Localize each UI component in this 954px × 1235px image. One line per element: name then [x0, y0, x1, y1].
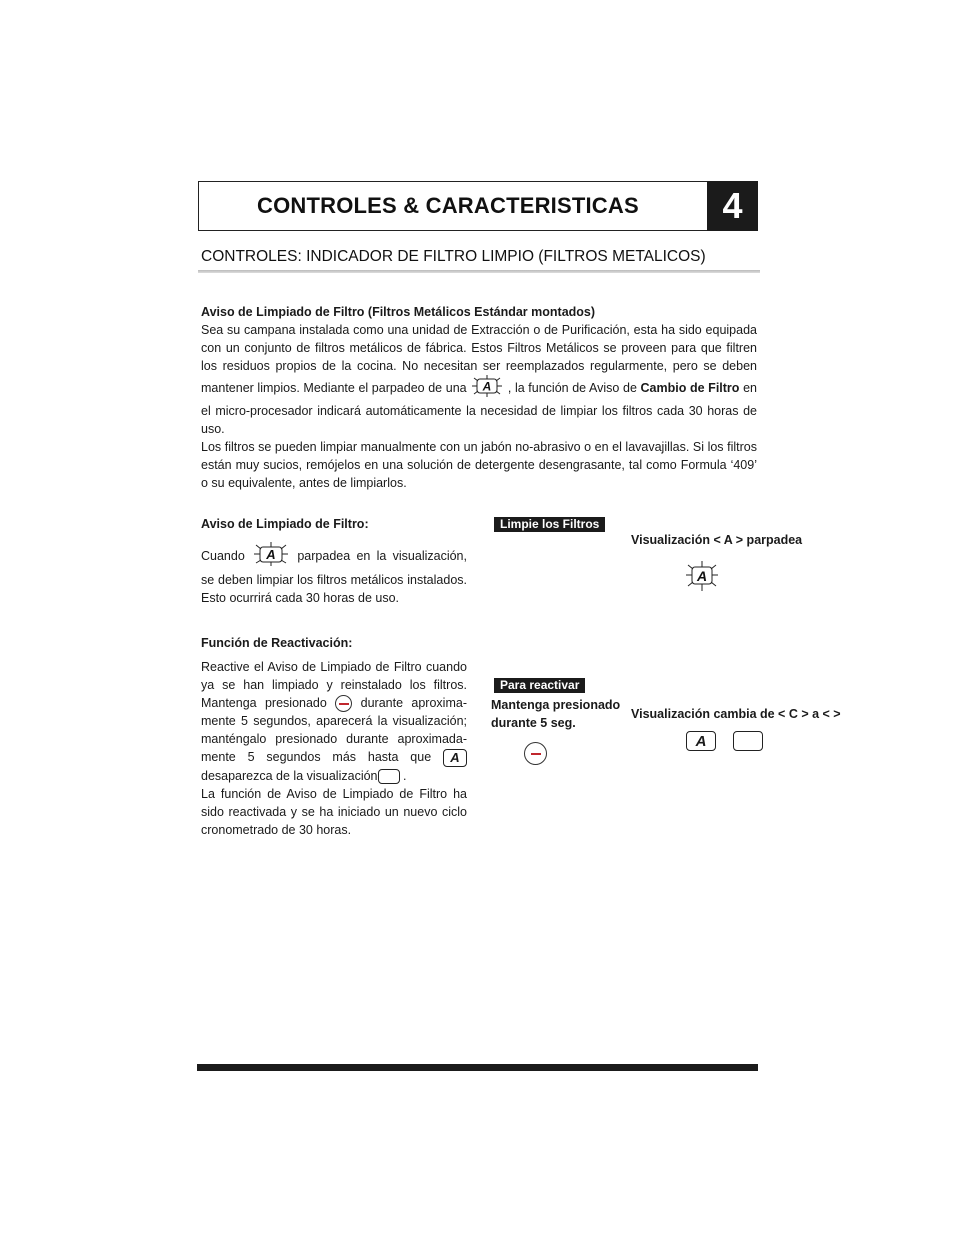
intro-text-c: en el micro-procesador indicará automáticamente la necesidad de limpiar los filtros cada 30 horas de uso. [201, 380, 757, 436]
footer-rule [197, 1064, 758, 1071]
aviso-text-b: parpadea en la visualización, se deben limpiar los filtros metálicos instalados. Esto ocurrirá cada 30 horas de uso. [201, 548, 467, 605]
chapter-title: CONTROLES & CARACTERISTICAS [257, 193, 639, 218]
limpie-caption: Visualización < A > parpadea [631, 533, 803, 547]
reactivacion-text [201, 658, 467, 839]
intro-text-a: Sea su campana instalada como una unidad de Extracción o de Purificación, esta ha sido equipada con un conjunto de filtros metálicos de fábrica. Estos Filtros Metálicos se proveen para que filtren los residuos propios de la cocina. No necesitan ser reemplazados regularmente, pero se deben mantener limpios. Mediante el parpadeo de una [201, 323, 757, 395]
reactivar-instruction-line2: durante 5 seg. [491, 716, 576, 730]
flashing-display-icon [470, 375, 504, 402]
intro-text-b: , la función de Aviso de [507, 380, 637, 395]
limpie-tag: Limpie los Filtros [494, 517, 605, 532]
section-subheading: CONTROLES: INDICADOR DE FILTRO LIMPIO (FILTROS METALICOS) [201, 248, 706, 265]
aviso-title: Aviso de Limpiado de Filtro: [201, 517, 369, 531]
minus-button-icon [335, 695, 352, 712]
empty-display-icon [378, 769, 400, 784]
display-icon: A [686, 731, 716, 751]
chapter-number: 4 [707, 181, 758, 231]
intro-section [201, 303, 757, 492]
minus-button-icon [524, 742, 547, 765]
aviso-text [201, 542, 467, 607]
reactivacion-text-a: Reactive el Aviso de Limpiado de Filtro cuando ya se han limpiado y reinstalado los filtros. Mantenga presionado [201, 660, 467, 710]
reactivar-caption: Visualización cambia de < C > a < > [631, 707, 841, 721]
intro-title: Aviso de Limpiado de Filtro (Filtros Metálicos Estándar montados) [201, 305, 596, 319]
intro-text-d: Los filtros se pueden limpiar manualmente con un jabón no-abrasivo o en el lavavajillas. Si los filtros están muy sucios, remójelos en una solución de detergente desengrasante, tal como Formula ‘409’ o su equivalente, antes de limpiarlos. [201, 440, 757, 490]
reactivar-tag: Para reactivar [494, 678, 585, 693]
flashing-display-icon [251, 542, 291, 571]
aviso-text-a: Cuando [201, 548, 245, 563]
svg-text:A: A [696, 568, 708, 584]
intro-text-bold: Cambio de Filtro [640, 380, 740, 395]
chapter-header [198, 181, 758, 231]
reactivar-instruction-line1: Mantenga presionado [491, 698, 621, 712]
flashing-display-icon [684, 561, 720, 596]
display-icon: A [443, 749, 467, 767]
reactivacion-text-e: La función de Aviso de Limpiado de Filtro ha sido reactivada y se ha iniciado un nuevo ciclo cronometrado de 30 horas. [201, 786, 467, 837]
empty-display-icon [733, 731, 763, 751]
subheading-rule [198, 270, 760, 273]
reactivacion-text-c: desaparezca de la visualización [201, 768, 378, 783]
reactivacion-text-b: durante aproxima-mente 5 segundos, aparecerá la visualización; manténgalo presionado durante aproximada-mente 5 segundos más hasta que [201, 696, 467, 765]
svg-text:A: A [482, 379, 492, 394]
reactivacion-title: Función de Reactivación: [201, 636, 353, 650]
reactivacion-text-d: . [402, 768, 407, 783]
svg-text:A: A [266, 547, 276, 562]
